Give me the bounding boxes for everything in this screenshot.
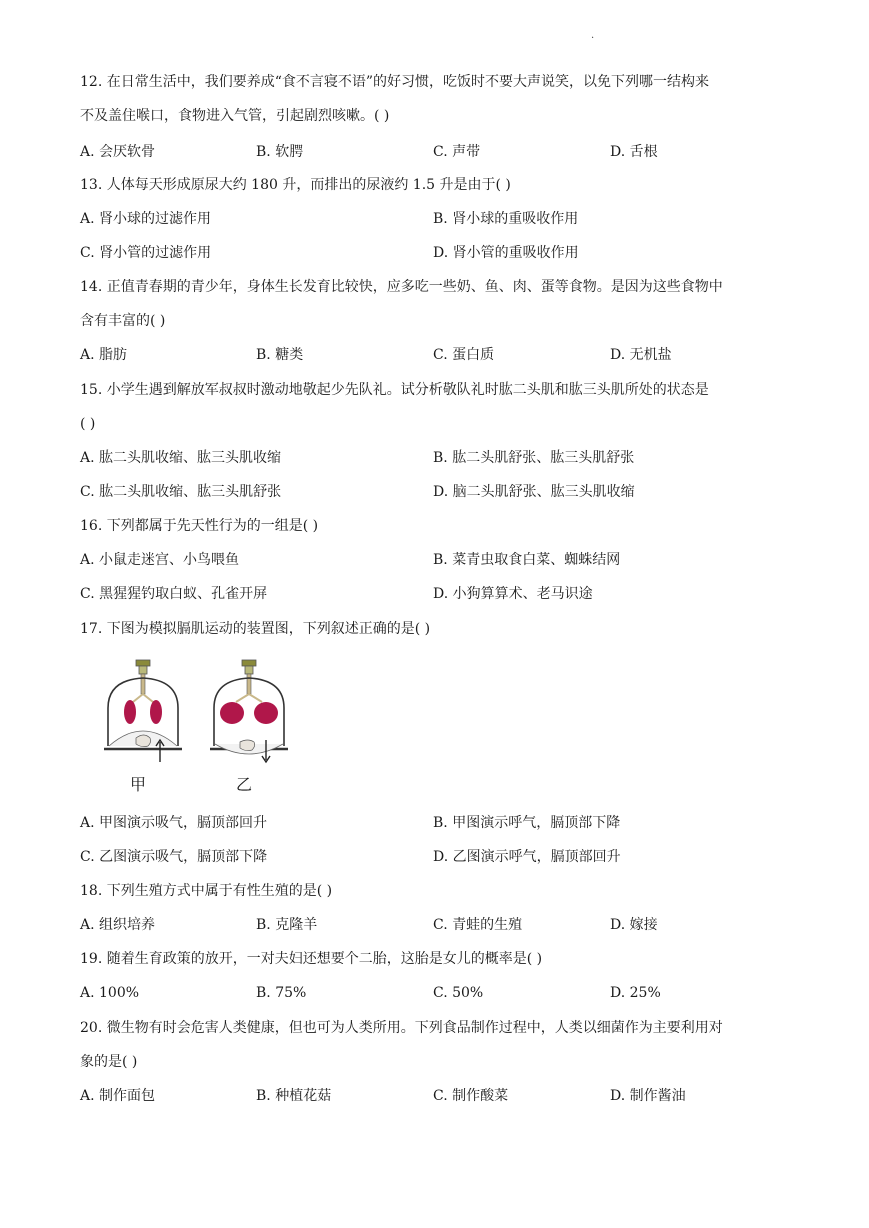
q16-option-d: D. 小狗算算术、老马识途 [433,586,593,602]
q15-option-a: A. 肱二头肌收缩、肱三头肌收缩 [80,450,282,466]
q19-option-b: B. 75% [256,985,307,1001]
q20-option-a: A. 制作面包 [80,1088,156,1104]
q15-stem-line-2: ( ) [80,416,96,432]
q17-option-b: B. 甲图演示呼气，膈顶部下降 [433,815,621,831]
q16-option-b: B. 菜青虫取食白菜、蜘蛛结网 [433,552,621,568]
q13-stem: 13. 人体每天形成原尿大约 180 升，而排出的尿液约 1.5 升是由于( ) [80,177,511,193]
q14-stem-line-2: 含有丰富的( ) [80,313,166,329]
q18-option-d: D. 嫁接 [610,917,658,933]
q18-option-b: B. 克隆羊 [256,917,318,933]
q14-stem-line-1: 14. 正值青春期的青少年，身体生长发育比较快，应多吃一些奶、鱼、肉、蛋等食物。是因为这些食物中 [80,279,723,295]
q20-option-b: B. 种植花菇 [256,1088,332,1104]
q19-option-a: A. 100% [80,985,140,1001]
q16-option-a: A. 小鼠走迷宫、小鸟喂鱼 [80,552,240,568]
q17-option-a: A. 甲图演示吸气，膈顶部回升 [80,815,268,831]
q12-option-a: A. 会厌软骨 [80,144,156,160]
q16-option-c: C. 黑猩猩钓取白蚁、孔雀开屏 [80,586,268,602]
jar-jia [104,660,182,762]
q14-option-b: B. 糖类 [256,347,304,363]
q19-option-c: C. 50% [433,985,484,1001]
q16-stem: 16. 下列都属于先天性行为的一组是( ) [80,518,319,534]
q18-option-c: C. 青蛙的生殖 [433,917,523,933]
diaphragm-model-diagram [100,656,290,796]
q14-option-d: D. 无机盐 [610,347,672,363]
q18-option-a: A. 组织培养 [80,917,156,933]
jar-yi [210,660,288,762]
lung-left-yi [220,702,244,724]
q19-stem: 19. 随着生育政策的放开，一对夫妇还想要个二胎，这胎是女儿的概率是( ) [80,951,543,967]
figure-label-yi: 乙 [236,775,253,794]
q12-option-c: C. 声带 [433,144,481,160]
q20-stem-line-2: 象的是( ) [80,1054,138,1070]
q12-stem-line-2: 不及盖住喉口，食物进入气管，引起剧烈咳嗽。( ) [80,108,390,124]
lung-right-yi [254,702,278,724]
q20-stem-line-1: 20. 微生物有时会危害人类健康，但也可为人类所用。下列食品制作过程中，人类以细菌作为主要利用对 [80,1020,723,1036]
q15-option-c: C. 肱二头肌收缩、肱三头肌舒张 [80,484,282,500]
q13-option-a: A. 肾小球的过滤作用 [80,211,212,227]
q17-option-d: D. 乙图演示呼气，膈顶部回升 [433,849,621,865]
q18-stem: 18. 下列生殖方式中属于有性生殖的是( ) [80,883,333,899]
q12-option-d: D. 舌根 [610,144,658,160]
q17-option-c: C. 乙图演示吸气，膈顶部下降 [80,849,268,865]
diaphragm-model-figure [100,656,290,796]
lung-left-jia [124,700,136,724]
q13-option-c: C. 肾小管的过滤作用 [80,245,212,261]
lung-right-jia [150,700,162,724]
q15-option-b: B. 肱二头肌舒张、肱三头肌舒张 [433,450,635,466]
q15-option-d: D. 脑二头肌舒张、肱三头肌收缩 [433,484,635,500]
header-mark: . [591,30,595,41]
q20-option-c: C. 制作酸菜 [433,1088,509,1104]
q19-option-d: D. 25% [610,985,661,1001]
q20-option-d: D. 制作酱油 [610,1088,686,1104]
figure-label-jia: 甲 [130,775,147,794]
q14-option-c: C. 蛋白质 [433,347,495,363]
q13-option-d: D. 肾小管的重吸收作用 [433,245,579,261]
q17-stem: 17. 下图为模拟膈肌运动的装置图，下列叙述正确的是( ) [80,621,431,637]
q12-option-b: B. 软腭 [256,144,304,160]
q14-option-a: A. 脂肪 [80,347,128,363]
q15-stem-line-1: 15. 小学生遇到解放军叔叔时激动地敬起少先队礼。试分析敬队礼时肱二头肌和肱三头肌所处的状态是 [80,382,709,398]
q12-stem-line-1: 12. 在日常生活中，我们要养成“食不言寝不语”的好习惯，吃饭时不要大声说笑，以免下列哪一结构来 [80,74,710,90]
q13-option-b: B. 肾小球的重吸收作用 [433,211,579,227]
